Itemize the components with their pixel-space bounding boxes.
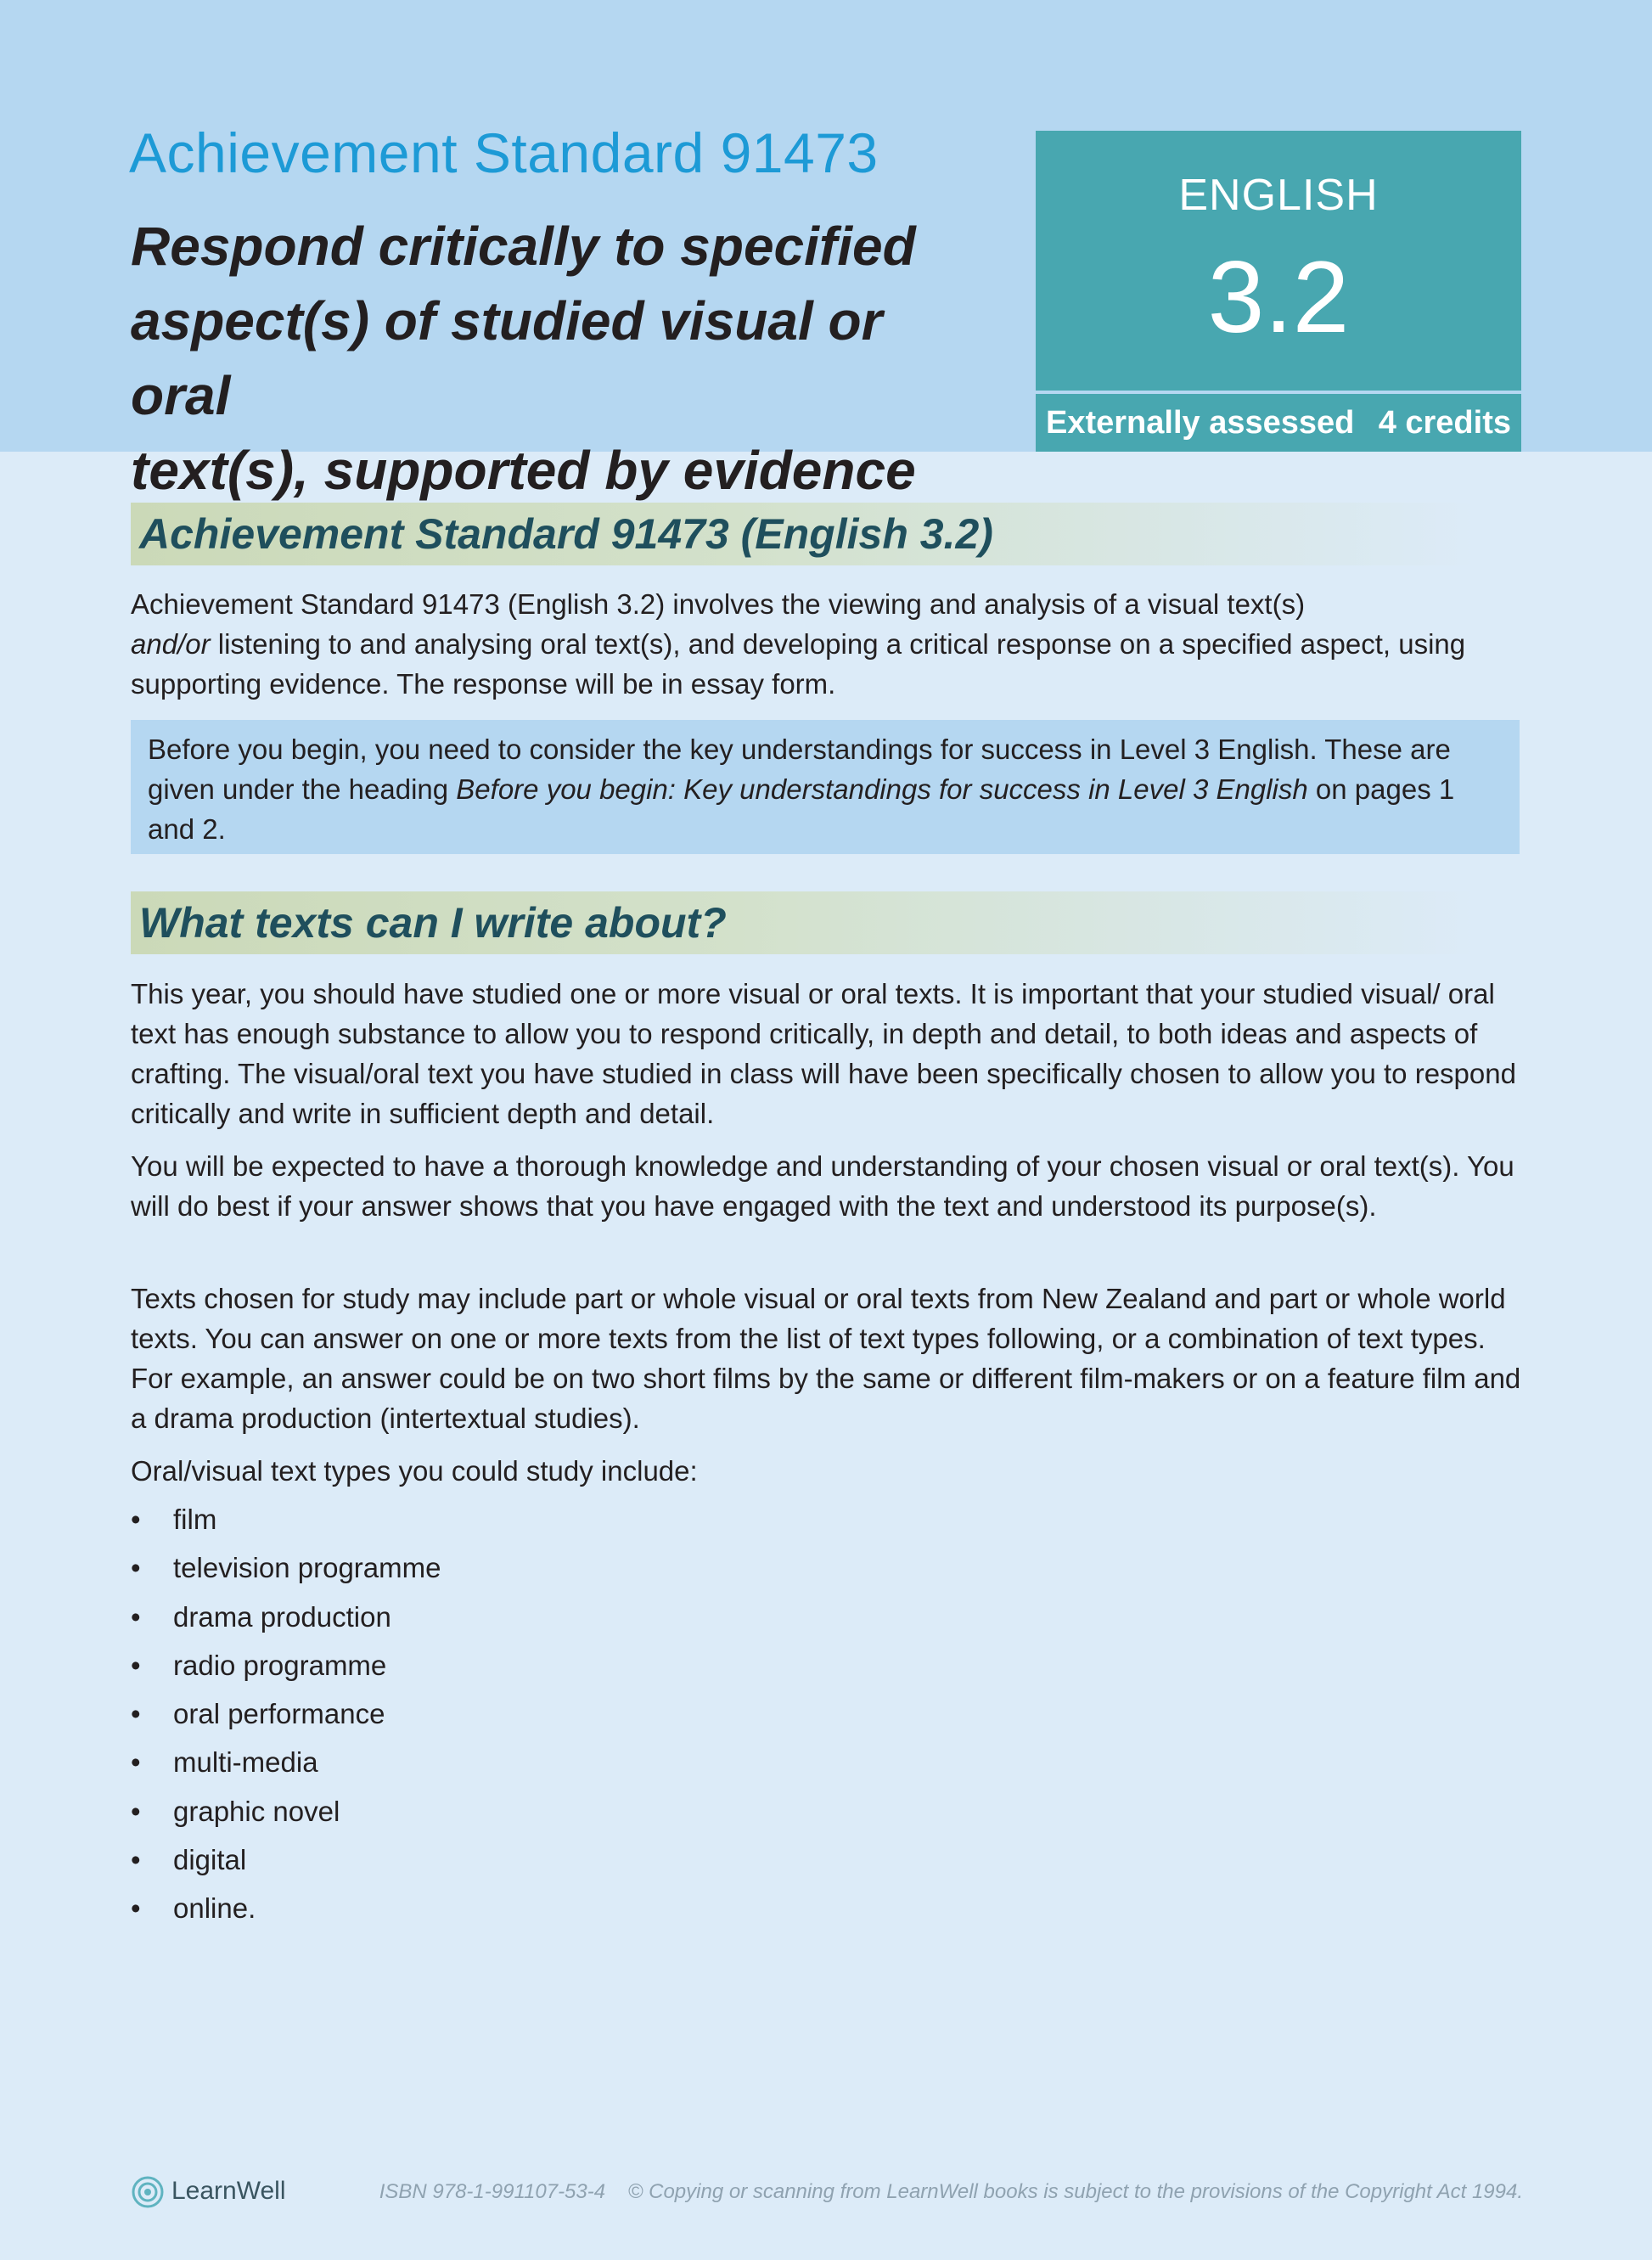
intro-paragraph [131,584,1523,704]
subject-name: ENGLISH [1178,171,1379,220]
section-heading-standard [131,503,1479,565]
list-item: • drama production [131,1597,441,1645]
subject-box [1036,131,1521,391]
list-item: • multi-media [131,1742,441,1791]
list-item: • graphic novel [131,1791,441,1840]
assessment-type: Externally assessed [1046,405,1355,441]
footer-legal [362,2180,1523,2204]
copyright-notice: © Copying or scanning from LearnWell books is subject to the provisions of the Copyright Act 1994. [627,2180,1523,2203]
brand-name: LearnWell [171,2177,286,2205]
subtitle-line-1: Respond critically to specified [131,216,916,277]
list-item: • television programme [131,1548,441,1596]
section-heading-standard-text: Achievement Standard 91473 (English 3.2) [139,510,993,558]
learnwell-logo-icon [131,2175,165,2209]
list-item: • radio programme [131,1645,441,1694]
subtitle-line-3: text(s), supported by evidence [131,440,916,501]
subject-level: 3.2 [1207,240,1350,354]
list-intro: Oral/visual text types you could study include: [131,1455,698,1487]
section-heading-texts [131,891,1479,954]
before-you-begin-callout [131,720,1520,854]
text-types-list [131,1499,441,1937]
section-heading-texts-text: What texts can I write about? [139,899,727,947]
paragraph-knowledge: You will be expected to have a thorough knowledge and understanding of your chosen visual or oral text(s). You will do best if your answer shows that you have engaged with the text and understood its purpose(s). [131,1150,1514,1222]
paragraph-text-choices: Texts chosen for study may include part or whole visual or oral texts from New Zealand and part or whole world texts. You can answer on one or more texts from the list of text types following, or a combination of text types. For example, an answer could be on two short films by the same or different film-makers or on a feature film and a drama production (intertextual studies). [131,1283,1521,1434]
page-footer [131,2173,1523,2216]
intro-part-2: listening to and analysing oral text(s), and developing a critical response on a specified aspect, using supporting evidence. The response will be in essay form. [131,628,1466,700]
paragraph-studied-texts: This year, you should have studied one or more visual or oral texts. It is important that your studied visual/ oral text has enough substance to allow you to respond critically, in depth and detail, to both ideas and aspects of crafting. The visual/oral text you have studied in class will have been specifically chosen to allow you to respond critically and write in sufficient depth and detail. [131,978,1516,1129]
subtitle-line-2: aspect(s) of studied visual or oral [131,290,883,426]
isbn: ISBN 978-1-991107-53-4 [379,2180,606,2203]
callout-text-2: on pages 1 and 2. [148,773,1455,845]
list-item: • digital [131,1840,441,1888]
intro-part-1: Achievement Standard 91473 (English 3.2) involves the viewing and analysis of a visual text(s) [131,588,1306,620]
assessment-strip [1036,394,1521,452]
intro-italic: and/or [131,628,211,660]
callout-text-1: Before you begin, you need to consider the key understandings for success in Level 3 English. These are given under the heading [148,734,1451,805]
callout-italic: Before you begin: Key understandings for success in Level 3 English [456,773,1308,805]
list-item: • oral performance [131,1694,441,1742]
list-item: • film [131,1499,441,1548]
standard-subtitle [131,209,980,508]
standard-title: Achievement Standard 91473 [129,121,879,184]
credits-label: 4 credits [1378,405,1511,441]
list-item: • online. [131,1888,441,1937]
